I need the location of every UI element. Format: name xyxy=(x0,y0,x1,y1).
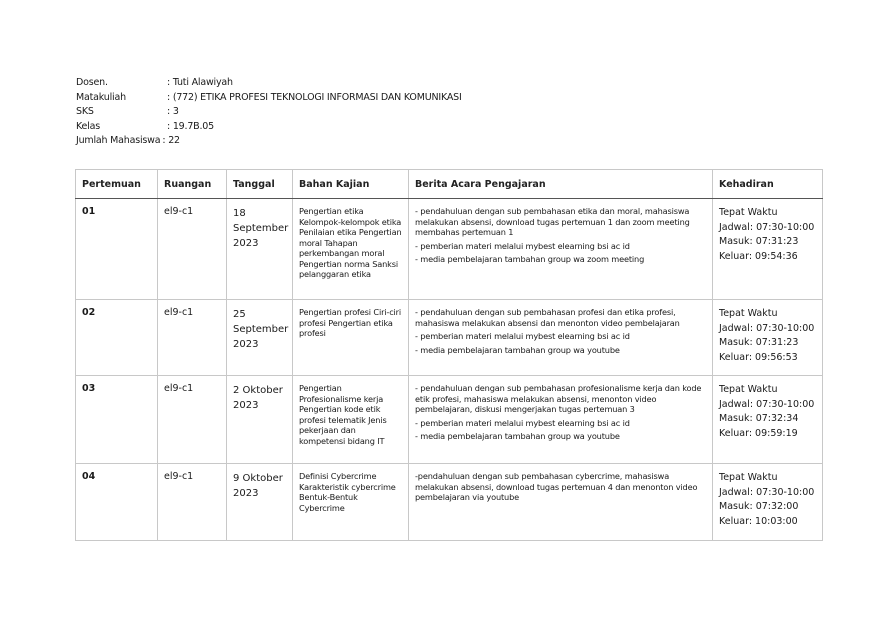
status-text: Tepat Waktu xyxy=(719,308,778,319)
jumlah-row xyxy=(76,134,462,149)
kehadiran-cell xyxy=(713,376,823,464)
pertemuan-cell: 01 xyxy=(76,199,158,300)
jumlah-label: Jumlah Mahasiswa xyxy=(76,135,161,146)
attendance-table xyxy=(75,169,823,541)
berita-acara-cell xyxy=(409,199,713,300)
header-kehadiran: Kehadiran xyxy=(713,170,823,199)
jadwal-text: Jadwal: 07:30-10:00 xyxy=(719,398,815,410)
berita-item: - media pembelajaran tambahan group wa youtube xyxy=(415,431,620,441)
sks-row xyxy=(76,105,462,120)
header-berita-acara: Berita Acara Pengajaran xyxy=(409,170,713,199)
table-row xyxy=(76,300,823,376)
masuk-text: Masuk: 07:31:23 xyxy=(719,236,799,247)
keluar-text: Keluar: 09:56:53 xyxy=(719,351,798,363)
masuk-text: Masuk: 07:32:00 xyxy=(719,501,799,512)
berita-item: - pendahuluan dengan sub pembahasan profesionalisme kerja dan kode etik profesi, mahasiswa melakukan absensi, menonton video pembelajaran, diskusi mengerjakan tugas pertemuan 3 xyxy=(415,383,702,414)
status-text: Tepat Waktu xyxy=(719,472,778,483)
bahan-kajian-cell: Pengertian etika Kelompok-kelompok etika Penilaian etika Pengertian moral Tahapan perkembangan moral Pengertian norma Sanksi pelanggaran etika xyxy=(293,199,409,300)
berita-acara-cell xyxy=(409,376,713,464)
berita-item: - media pembelajaran tambahan group wa youtube xyxy=(415,344,620,355)
tanggal-cell: 9 Oktober 2023 xyxy=(227,464,293,541)
jumlah-value: : 22 xyxy=(162,135,180,146)
ruangan-cell: el9-c1 xyxy=(158,464,227,541)
berita-item: - pemberian materi melalui mybest elearning bsi ac id xyxy=(415,240,630,251)
berita-acara-cell xyxy=(409,464,713,541)
masuk-text: Masuk: 07:31:23 xyxy=(719,337,799,348)
table-header-row xyxy=(76,170,823,199)
matakuliah-value: : (772) ETIKA PROFESI TEKNOLOGI INFORMASI DAN KOMUNIKASI xyxy=(167,91,462,103)
jadwal-text: Jadwal: 07:30-10:00 xyxy=(719,486,815,498)
berita-acara-cell xyxy=(409,300,713,376)
keluar-text: Keluar: 09:54:36 xyxy=(719,250,798,262)
header-tanggal: Tanggal xyxy=(227,170,293,199)
keluar-text: Keluar: 09:59:19 xyxy=(719,427,798,439)
course-info xyxy=(76,76,462,149)
header-bahan-kajian: Bahan Kajian xyxy=(293,170,409,199)
table-row xyxy=(76,199,823,300)
dosen-row xyxy=(76,76,462,91)
kelas-value: : 19.7B.05 xyxy=(167,120,214,132)
bahan-kajian-cell: Pengertian Profesionalisme kerja Pengertian kode etik profesi telematik Jenis pekerjaan dan kompetensi bidang IT xyxy=(293,376,409,464)
berita-item: - pemberian materi melalui mybest elearning bsi ac id xyxy=(415,331,630,341)
sks-label: SKS xyxy=(76,106,94,117)
dosen-value: : Tuti Alawiyah xyxy=(167,77,233,88)
tanggal-cell: 2 Oktober 2023 xyxy=(227,376,293,464)
berita-item: - media pembelajaran tambahan group wa zoom meeting xyxy=(415,254,645,264)
berita-item: - pendahuluan dengan sub pembahasan etika dan moral, mahasiswa melakukan absensi, download tugas pertemuan 1 dan zoom meeting membahas pertemuan 1 xyxy=(415,206,690,237)
kehadiran-cell xyxy=(713,199,823,300)
header-pertemuan: Pertemuan xyxy=(76,170,158,199)
table-row xyxy=(76,376,823,464)
jadwal-text: Jadwal: 07:30-10:00 xyxy=(719,322,815,334)
kehadiran-cell xyxy=(713,300,823,376)
ruangan-cell: el9-c1 xyxy=(158,376,227,464)
dosen-label: Dosen. xyxy=(76,77,108,88)
pertemuan-cell: 03 xyxy=(76,376,158,464)
status-text: Tepat Waktu xyxy=(719,384,778,395)
berita-item: - pendahuluan dengan sub pembahasan profesi dan etika profesi, mahasiswa melakukan absensi dan menonton video pembelajaran xyxy=(415,307,680,328)
sks-value: : 3 xyxy=(167,106,179,117)
matakuliah-row xyxy=(76,91,462,106)
pertemuan-cell: 04 xyxy=(76,464,158,541)
table-row xyxy=(76,464,823,541)
header-ruangan: Ruangan xyxy=(158,170,227,199)
bahan-kajian-cell: Definisi Cybercrime Karakteristik cybercrime Bentuk-Bentuk Cybercrime xyxy=(293,464,409,541)
status-text: Tepat Waktu xyxy=(719,207,778,218)
pertemuan-cell: 02 xyxy=(76,300,158,376)
berita-item: - pemberian materi melalui mybest elearning bsi ac id xyxy=(415,417,630,428)
kelas-row xyxy=(76,120,462,135)
kehadiran-cell xyxy=(713,464,823,541)
jadwal-text: Jadwal: 07:30-10:00 xyxy=(719,221,815,233)
tanggal-cell: 25 September 2023 xyxy=(227,300,293,376)
keluar-text: Keluar: 10:03:00 xyxy=(719,515,798,527)
ruangan-cell: el9-c1 xyxy=(158,199,227,300)
berita-item: -pendahuluan dengan sub pembahasan cybercrime, mahasiswa melakukan absensi, download tugas pertemuan 4 dan menonton video pembelajaran via youtube xyxy=(415,471,698,502)
masuk-text: Masuk: 07:32:34 xyxy=(719,413,799,424)
tanggal-cell: 18 September 2023 xyxy=(227,199,293,300)
kelas-label: Kelas xyxy=(76,120,101,132)
ruangan-cell: el9-c1 xyxy=(158,300,227,376)
matakuliah-label: Matakuliah xyxy=(76,91,126,103)
bahan-kajian-cell: Pengertian profesi Ciri-ciri profesi Pengertian etika profesi xyxy=(293,300,409,376)
